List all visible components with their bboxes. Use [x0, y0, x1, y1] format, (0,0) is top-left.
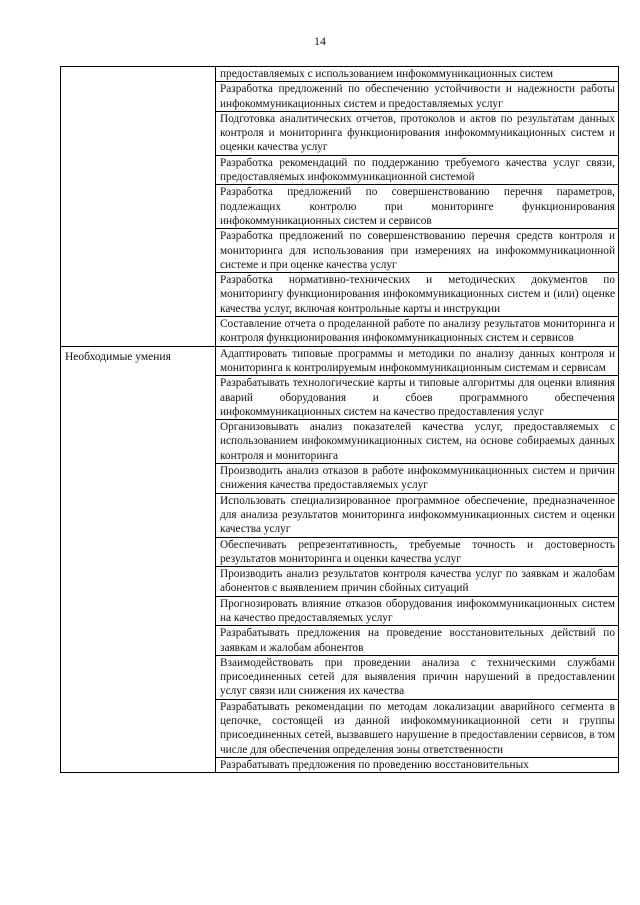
requirements-table — [60, 66, 619, 773]
table-row — [61, 67, 619, 347]
list-item: Разрабатывать технологические карты и типовые алгоритмы для оценки влияния аварий оборудования и сбоев программного обеспечения инфокоммуникационных систем на качество предоставления услуг — [216, 375, 618, 419]
list-item: Организовывать анализ показателей качества услуг, предоставляемых с использованием инфокоммуникационных систем, на основе собираемых данных контроля и мониторинга — [216, 419, 618, 463]
list-item: Прогнозировать влияние отказов оборудования инфокоммуникационных систем на качество предоставляемых услуг — [216, 596, 618, 626]
row-label — [61, 67, 216, 347]
list-item: Обеспечивать репрезентативность, требуемые точность и достоверность результатов мониторинга и оценки качества услуг — [216, 537, 618, 567]
row-content — [216, 346, 619, 773]
list-item: Взаимодействовать при проведении анализа с техническими службами присоединенных сетей для выявления причин нарушений в предоставлении услуг связи или снижения их качества — [216, 655, 618, 699]
row-label-skills: Необходимые умения — [61, 346, 216, 773]
list-item: Подготовка аналитических отчетов, протоколов и актов по результатам данных контроля и мониторинга функционирования инфокоммуникационных систем и оценки качества услуг — [216, 111, 618, 155]
list-item: Адаптировать типовые программы и методики по анализу данных контроля и мониторинга к контролируемым инфокоммуникационным системам и сервисам — [220, 347, 615, 374]
list-item: Разработка предложений по совершенствованию перечня параметров, подлежащих контролю при мониторинге функционирования инфокоммуникационных систем и сервисов — [216, 184, 618, 228]
list-item: Разработка нормативно-технических и методических документов по мониторингу функционирования инфокоммуникационных систем и (или) оценке качества услуг, включая контрольные карты и инструкции — [216, 272, 618, 316]
list-item: Производить анализ отказов в работе инфокоммуникационных систем и причин снижения качества предоставляемых услуг — [216, 463, 618, 493]
list-item: Разрабатывать предложения на проведение восстановительных действий по заявкам и жалобам абонентов — [216, 625, 618, 655]
table-row — [61, 346, 619, 773]
list-item: Разработка предложений по совершенствованию перечня средств контроля и мониторинга для использования при измерениях на инфокоммуникационной системе и при оценке качества услуг — [216, 228, 618, 272]
list-item: Разработка предложений по обеспечению устойчивости и надежности работы инфокоммуникационных систем и предоставляемых услуг — [216, 81, 618, 111]
list-item: Составление отчета о проделанной работе по анализу результатов мониторинга и контроля функционирования инфокоммуникационных систем и сервисов — [216, 316, 618, 346]
row-content — [216, 67, 619, 347]
list-item: Разрабатывать предложения по проведению восстановительных — [216, 757, 618, 772]
list-item: Производить анализ результатов контроля качества услуг по заявкам и жалобам абонентов с выявлением причин сбойных ситуаций — [216, 566, 618, 596]
list-item: Разрабатывать рекомендации по методам локализации аварийного сегмента в цепочке, состоящей из данной инфокоммуникационной сети и группы присоединенных сетей, вызвавшего нарушение в предоставлении сервисов, в том числе для обеспечения определения зоны ответственности — [216, 699, 618, 757]
list-item: Разработка рекомендаций по поддержанию требуемого качества услуг связи, предоставляемых инфокоммуникационной системой — [216, 155, 618, 185]
list-item: предоставляемых с использованием инфокоммуникационных систем — [220, 68, 553, 80]
page-number: 14 — [314, 34, 326, 48]
list-item: Использовать специализированное программное обеспечение, предназначенное для анализа результатов мониторинга инфокоммуникационных систем и оценки качества услуг — [216, 493, 618, 537]
